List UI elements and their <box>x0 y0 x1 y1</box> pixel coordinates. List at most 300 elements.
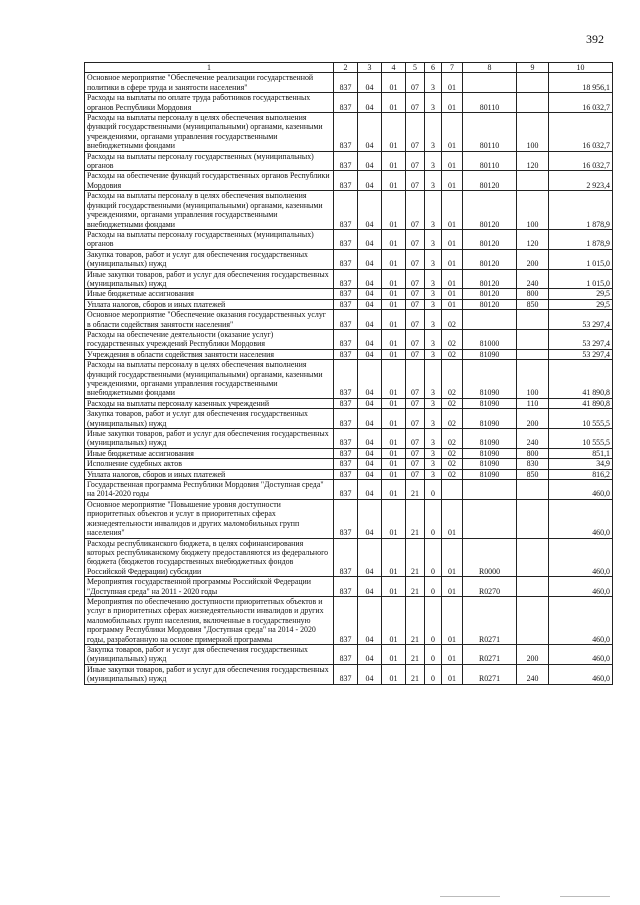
cell-program: 07 <box>406 398 425 408</box>
cell-subprogram: 0 <box>425 480 442 500</box>
cell-ministry-code: 837 <box>334 577 358 597</box>
cell-subprogram: 0 <box>425 596 442 644</box>
cell-main-event: 02 <box>442 448 463 458</box>
cell-expense-type <box>517 310 549 330</box>
cell-ministry-code: 837 <box>334 93 358 113</box>
cell-section: 04 <box>358 409 382 429</box>
cell-ministry-code: 837 <box>334 499 358 538</box>
cell-amount: 1 878,9 <box>549 229 613 249</box>
row-name: Закупка товаров, работ и услуг для обеспечения государственных (муниципальных) нужд <box>85 644 334 664</box>
cell-expense-type <box>517 480 549 500</box>
cell-section: 04 <box>358 469 382 479</box>
table-row <box>85 577 613 597</box>
cell-amount: 41 890,8 <box>549 360 613 399</box>
cell-section: 04 <box>358 151 382 171</box>
cell-amount: 460,0 <box>549 499 613 538</box>
cell-subsection: 01 <box>382 596 406 644</box>
cell-program: 21 <box>406 577 425 597</box>
cell-subprogram: 3 <box>425 329 442 349</box>
cell-subsection: 01 <box>382 577 406 597</box>
cell-subsection: 01 <box>382 329 406 349</box>
cell-program: 07 <box>406 310 425 330</box>
cell-direction: 81090 <box>463 429 517 449</box>
cell-ministry-code: 837 <box>334 171 358 191</box>
row-name: Расходы на выплаты персоналу государственных (муниципальных) органов <box>85 229 334 249</box>
cell-program: 07 <box>406 249 425 269</box>
cell-section: 04 <box>358 249 382 269</box>
cell-subsection: 01 <box>382 269 406 289</box>
cell-subsection: 01 <box>382 409 406 429</box>
table-row <box>85 93 613 113</box>
table-row <box>85 113 613 152</box>
cell-subsection: 01 <box>382 310 406 330</box>
cell-section: 04 <box>358 93 382 113</box>
cell-subsection: 01 <box>382 93 406 113</box>
cell-ministry-code: 837 <box>334 448 358 458</box>
cell-section: 04 <box>358 299 382 309</box>
cell-ministry-code: 837 <box>334 644 358 664</box>
cell-ministry-code: 837 <box>334 459 358 469</box>
row-name: Иные закупки товаров, работ и услуг для обеспечения государственных (муниципальных) нужд <box>85 429 334 449</box>
cell-program: 07 <box>406 73 425 93</box>
cell-expense-type: 200 <box>517 249 549 269</box>
row-name: Иные бюджетные ассигнования <box>85 289 334 299</box>
row-name: Мероприятия государственной программы Российской Федерации "Доступная среда" на 2011 - 2020 годы <box>85 577 334 597</box>
cell-subprogram: 0 <box>425 664 442 684</box>
cell-program: 07 <box>406 289 425 299</box>
table-row <box>85 448 613 458</box>
row-name: Основное мероприятие "Обеспечение оказания государственных услуг в области содействия занятости населения" <box>85 310 334 330</box>
cell-amount: 2 923,4 <box>549 171 613 191</box>
cell-ministry-code: 837 <box>334 398 358 408</box>
table-row <box>85 299 613 309</box>
cell-main-event: 01 <box>442 151 463 171</box>
cell-direction: R0000 <box>463 538 517 577</box>
cell-main-event <box>442 480 463 500</box>
table-row <box>85 349 613 359</box>
cell-subprogram: 3 <box>425 171 442 191</box>
cell-subsection: 01 <box>382 538 406 577</box>
cell-subprogram: 3 <box>425 229 442 249</box>
cell-amount: 53 297,4 <box>549 349 613 359</box>
cell-ministry-code: 837 <box>334 289 358 299</box>
cell-main-event: 01 <box>442 249 463 269</box>
cell-program: 07 <box>406 93 425 113</box>
cell-amount: 53 297,4 <box>549 310 613 330</box>
cell-program: 07 <box>406 299 425 309</box>
cell-subsection: 01 <box>382 360 406 399</box>
cell-direction: 80120 <box>463 269 517 289</box>
cell-expense-type <box>517 93 549 113</box>
cell-amount: 460,0 <box>549 577 613 597</box>
cell-amount: 851,1 <box>549 448 613 458</box>
cell-amount: 460,0 <box>549 538 613 577</box>
cell-direction <box>463 499 517 538</box>
cell-direction: 81090 <box>463 349 517 359</box>
column-header: 1 <box>85 63 334 73</box>
cell-subsection: 01 <box>382 398 406 408</box>
cell-subsection: 01 <box>382 289 406 299</box>
cell-subprogram: 3 <box>425 299 442 309</box>
cell-direction: 80120 <box>463 289 517 299</box>
row-name: Основное мероприятие "Повышение уровня доступности приоритетных объектов и услуг в приоритетных сферах жизнедеятельности инвалидов и других маломобильных групп населения" <box>85 499 334 538</box>
cell-main-event: 02 <box>442 429 463 449</box>
cell-program: 07 <box>406 448 425 458</box>
cell-main-event: 02 <box>442 398 463 408</box>
row-name: Расходы на выплаты персоналу в целях обеспечения выполнения функций государственными (муниципальными) органами, казенными учреждениями, органами управления государственными внебюджетными фондами <box>85 191 334 230</box>
table-row <box>85 480 613 500</box>
cell-program: 21 <box>406 499 425 538</box>
cell-main-event: 02 <box>442 349 463 359</box>
cell-subprogram: 3 <box>425 249 442 269</box>
cell-program: 07 <box>406 171 425 191</box>
cell-main-event: 01 <box>442 229 463 249</box>
cell-subsection: 01 <box>382 171 406 191</box>
cell-section: 04 <box>358 229 382 249</box>
cell-direction: 80120 <box>463 171 517 191</box>
cell-ministry-code: 837 <box>334 596 358 644</box>
cell-program: 07 <box>406 191 425 230</box>
cell-program: 07 <box>406 459 425 469</box>
row-name: Уплата налогов, сборов и иных платежей <box>85 469 334 479</box>
table-row <box>85 664 613 684</box>
cell-direction: 80120 <box>463 191 517 230</box>
cell-main-event: 01 <box>442 644 463 664</box>
cell-main-event: 02 <box>442 360 463 399</box>
cell-subprogram: 0 <box>425 499 442 538</box>
cell-subprogram: 3 <box>425 409 442 429</box>
cell-section: 04 <box>358 191 382 230</box>
cell-amount: 16 032,7 <box>549 113 613 152</box>
cell-subprogram: 3 <box>425 310 442 330</box>
cell-ministry-code: 837 <box>334 360 358 399</box>
cell-subprogram: 3 <box>425 151 442 171</box>
cell-expense-type: 200 <box>517 409 549 429</box>
cell-section: 04 <box>358 448 382 458</box>
cell-subsection: 01 <box>382 499 406 538</box>
table-row <box>85 429 613 449</box>
cell-direction: 81090 <box>463 398 517 408</box>
cell-direction: 81000 <box>463 329 517 349</box>
row-name: Расходы республиканского бюджета, в целях софинансирования которых республиканскому бюджету предоставляются из федерального бюджета (бюджетов государственных внебюджетных фондов Российской Федерации) субсидии <box>85 538 334 577</box>
cell-expense-type <box>517 73 549 93</box>
cell-subsection: 01 <box>382 73 406 93</box>
cell-main-event: 02 <box>442 459 463 469</box>
cell-subsection: 01 <box>382 459 406 469</box>
cell-amount: 460,0 <box>549 480 613 500</box>
cell-program: 07 <box>406 360 425 399</box>
cell-expense-type: 240 <box>517 269 549 289</box>
cell-expense-type <box>517 538 549 577</box>
table-row <box>85 538 613 577</box>
cell-amount: 53 297,4 <box>549 329 613 349</box>
cell-section: 04 <box>358 429 382 449</box>
cell-expense-type <box>517 499 549 538</box>
cell-program: 07 <box>406 469 425 479</box>
cell-program: 07 <box>406 229 425 249</box>
cell-section: 04 <box>358 289 382 299</box>
cell-ministry-code: 837 <box>334 151 358 171</box>
cell-amount: 29,5 <box>549 299 613 309</box>
row-name: Иные бюджетные ассигнования <box>85 448 334 458</box>
cell-expense-type: 120 <box>517 151 549 171</box>
row-name: Расходы на выплаты персоналу в целях обеспечения выполнения функций государственными (муниципальными) органами, казенными учреждениями, органами управления государственными внебюджетными фондами <box>85 360 334 399</box>
cell-expense-type: 800 <box>517 448 549 458</box>
cell-expense-type: 200 <box>517 644 549 664</box>
table-row <box>85 329 613 349</box>
cell-direction: R0270 <box>463 577 517 597</box>
row-name: Иные закупки товаров, работ и услуг для обеспечения государственных (муниципальных) нужд <box>85 664 334 684</box>
cell-direction: 80120 <box>463 299 517 309</box>
cell-subprogram: 3 <box>425 269 442 289</box>
cell-program: 07 <box>406 409 425 429</box>
cell-direction <box>463 310 517 330</box>
cell-direction <box>463 73 517 93</box>
cell-ministry-code: 837 <box>334 113 358 152</box>
cell-ministry-code: 837 <box>334 73 358 93</box>
cell-amount: 460,0 <box>549 664 613 684</box>
cell-expense-type <box>517 329 549 349</box>
row-name: Расходы на выплаты по оплате труда работников государственных органов Республики Мордовия <box>85 93 334 113</box>
cell-main-event: 02 <box>442 310 463 330</box>
cell-program: 21 <box>406 664 425 684</box>
cell-subsection: 01 <box>382 299 406 309</box>
row-name: Исполнение судебных актов <box>85 459 334 469</box>
cell-subsection: 01 <box>382 664 406 684</box>
table-row <box>85 596 613 644</box>
cell-main-event: 01 <box>442 596 463 644</box>
cell-program: 07 <box>406 151 425 171</box>
table-row <box>85 499 613 538</box>
cell-direction: R0271 <box>463 664 517 684</box>
cell-ministry-code: 837 <box>334 229 358 249</box>
cell-expense-type <box>517 596 549 644</box>
cell-main-event: 01 <box>442 93 463 113</box>
cell-expense-type: 850 <box>517 469 549 479</box>
cell-expense-type <box>517 171 549 191</box>
column-header: 8 <box>463 63 517 73</box>
cell-ministry-code: 837 <box>334 429 358 449</box>
cell-program: 07 <box>406 429 425 449</box>
cell-main-event: 01 <box>442 191 463 230</box>
table-row <box>85 249 613 269</box>
cell-subsection: 01 <box>382 249 406 269</box>
cell-main-event: 01 <box>442 73 463 93</box>
column-header: 7 <box>442 63 463 73</box>
cell-amount: 16 032,7 <box>549 151 613 171</box>
table-body <box>85 73 613 684</box>
cell-section: 04 <box>358 171 382 191</box>
cell-amount: 1 015,0 <box>549 269 613 289</box>
cell-ministry-code: 837 <box>334 664 358 684</box>
cell-direction: 80110 <box>463 93 517 113</box>
cell-subprogram: 3 <box>425 93 442 113</box>
cell-ministry-code: 837 <box>334 310 358 330</box>
table-row <box>85 151 613 171</box>
cell-subprogram: 3 <box>425 73 442 93</box>
cell-section: 04 <box>358 644 382 664</box>
cell-subprogram: 3 <box>425 360 442 399</box>
cell-amount: 10 555,5 <box>549 429 613 449</box>
cell-amount: 34,9 <box>549 459 613 469</box>
cell-ministry-code: 837 <box>334 538 358 577</box>
table-row <box>85 191 613 230</box>
cell-ministry-code: 837 <box>334 249 358 269</box>
cell-section: 04 <box>358 499 382 538</box>
page-number: 392 <box>586 32 604 46</box>
cell-main-event: 01 <box>442 113 463 152</box>
cell-expense-type <box>517 577 549 597</box>
cell-subprogram: 3 <box>425 113 442 152</box>
row-name: Государственная программа Республики Мордовия "Доступная среда" на 2014-2020 годы <box>85 480 334 500</box>
cell-direction: 81090 <box>463 360 517 399</box>
cell-program: 21 <box>406 538 425 577</box>
table-row <box>85 644 613 664</box>
cell-subprogram: 0 <box>425 577 442 597</box>
budget-table <box>84 62 613 685</box>
cell-subprogram: 3 <box>425 429 442 449</box>
cell-subprogram: 3 <box>425 469 442 479</box>
cell-ministry-code: 837 <box>334 349 358 359</box>
row-name: Расходы на обеспечение функций государственных органов Республики Мордовия <box>85 171 334 191</box>
row-name: Закупка товаров, работ и услуг для обеспечения государственных (муниципальных) нужд <box>85 409 334 429</box>
cell-subprogram: 3 <box>425 459 442 469</box>
cell-subsection: 01 <box>382 480 406 500</box>
cell-expense-type <box>517 349 549 359</box>
cell-direction: 81090 <box>463 459 517 469</box>
cell-expense-type: 240 <box>517 429 549 449</box>
cell-section: 04 <box>358 73 382 93</box>
table-row <box>85 171 613 191</box>
cell-amount: 16 032,7 <box>549 93 613 113</box>
cell-expense-type: 830 <box>517 459 549 469</box>
cell-subprogram: 3 <box>425 191 442 230</box>
table-row <box>85 73 613 93</box>
cell-subprogram: 3 <box>425 398 442 408</box>
cell-main-event: 01 <box>442 538 463 577</box>
row-name: Уплата налогов, сборов и иных платежей <box>85 299 334 309</box>
table-row <box>85 310 613 330</box>
cell-ministry-code: 837 <box>334 299 358 309</box>
cell-amount: 18 956,1 <box>549 73 613 93</box>
cell-direction: 81090 <box>463 469 517 479</box>
cell-section: 04 <box>358 596 382 644</box>
cell-ministry-code: 837 <box>334 269 358 289</box>
scan-artifact <box>440 896 500 897</box>
column-header: 2 <box>334 63 358 73</box>
cell-expense-type: 850 <box>517 299 549 309</box>
cell-subsection: 01 <box>382 229 406 249</box>
cell-main-event: 01 <box>442 577 463 597</box>
row-name: Расходы на выплаты персоналу казенных учреждений <box>85 398 334 408</box>
table-row <box>85 229 613 249</box>
cell-subprogram: 3 <box>425 448 442 458</box>
column-header: 6 <box>425 63 442 73</box>
table-row <box>85 459 613 469</box>
cell-ministry-code: 837 <box>334 409 358 429</box>
cell-program: 21 <box>406 480 425 500</box>
header-row <box>85 63 613 73</box>
cell-section: 04 <box>358 329 382 349</box>
cell-expense-type: 120 <box>517 229 549 249</box>
cell-expense-type: 100 <box>517 191 549 230</box>
cell-ministry-code: 837 <box>334 191 358 230</box>
cell-subprogram: 3 <box>425 349 442 359</box>
table-row <box>85 409 613 429</box>
cell-expense-type: 800 <box>517 289 549 299</box>
cell-amount: 1 015,0 <box>549 249 613 269</box>
cell-section: 04 <box>358 459 382 469</box>
cell-amount: 29,5 <box>549 289 613 299</box>
cell-main-event: 02 <box>442 329 463 349</box>
cell-program: 21 <box>406 644 425 664</box>
cell-expense-type: 240 <box>517 664 549 684</box>
cell-direction: R0271 <box>463 644 517 664</box>
cell-ministry-code: 837 <box>334 329 358 349</box>
row-name: Мероприятия по обеспечению доступности приоритетных объектов и услуг в приоритетных сферах жизнедеятельности инвалидов и других маломобильных групп населения, включенные в государственную программу Республики Мордовия "Доступная среда" на 2014 - 2020 годы, разработанную на основе примерной программы <box>85 596 334 644</box>
cell-section: 04 <box>358 360 382 399</box>
cell-program: 07 <box>406 349 425 359</box>
cell-amount: 816,2 <box>549 469 613 479</box>
cell-expense-type: 110 <box>517 398 549 408</box>
cell-section: 04 <box>358 577 382 597</box>
cell-direction: 80120 <box>463 229 517 249</box>
cell-main-event: 01 <box>442 171 463 191</box>
cell-section: 04 <box>358 269 382 289</box>
cell-direction: 80110 <box>463 151 517 171</box>
table-row <box>85 289 613 299</box>
cell-amount: 460,0 <box>549 596 613 644</box>
cell-direction: R0271 <box>463 596 517 644</box>
cell-section: 04 <box>358 664 382 684</box>
column-header: 4 <box>382 63 406 73</box>
cell-subsection: 01 <box>382 113 406 152</box>
cell-subprogram: 0 <box>425 538 442 577</box>
cell-expense-type: 100 <box>517 360 549 399</box>
cell-main-event: 02 <box>442 409 463 429</box>
cell-direction: 80110 <box>463 113 517 152</box>
cell-direction <box>463 480 517 500</box>
cell-subprogram: 0 <box>425 644 442 664</box>
row-name: Учреждения в области содействия занятости населения <box>85 349 334 359</box>
cell-subsection: 01 <box>382 469 406 479</box>
row-name: Расходы на обеспечение деятельности (оказание услуг) государственных учреждений Республики Мордовия <box>85 329 334 349</box>
column-header: 3 <box>358 63 382 73</box>
cell-subsection: 01 <box>382 151 406 171</box>
column-header: 10 <box>549 63 613 73</box>
table-row <box>85 469 613 479</box>
row-name: Расходы на выплаты персоналу государственных (муниципальных) органов <box>85 151 334 171</box>
cell-section: 04 <box>358 538 382 577</box>
table-row <box>85 398 613 408</box>
cell-section: 04 <box>358 398 382 408</box>
column-header: 5 <box>406 63 425 73</box>
cell-ministry-code: 837 <box>334 469 358 479</box>
cell-subsection: 01 <box>382 448 406 458</box>
cell-amount: 10 555,5 <box>549 409 613 429</box>
cell-program: 21 <box>406 596 425 644</box>
column-header: 9 <box>517 63 549 73</box>
cell-direction: 81090 <box>463 409 517 429</box>
cell-program: 07 <box>406 113 425 152</box>
cell-program: 07 <box>406 269 425 289</box>
cell-section: 04 <box>358 310 382 330</box>
cell-amount: 460,0 <box>549 644 613 664</box>
row-name: Иные закупки товаров, работ и услуг для обеспечения государственных (муниципальных) нужд <box>85 269 334 289</box>
cell-subsection: 01 <box>382 644 406 664</box>
cell-subsection: 01 <box>382 349 406 359</box>
cell-program: 07 <box>406 329 425 349</box>
